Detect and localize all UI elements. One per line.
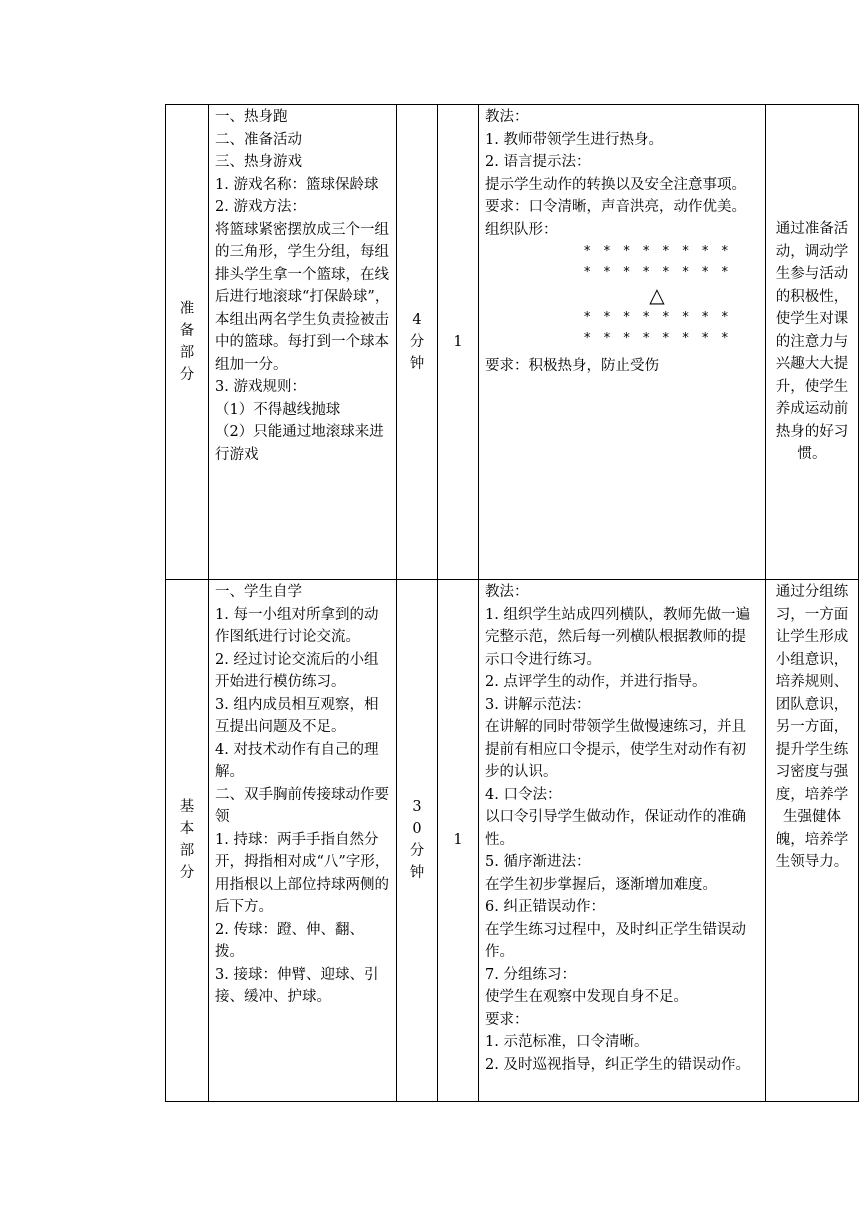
formation-student-row: * * * * * * * * [583,310,731,325]
method-line: 教法： [485,109,529,125]
method-line: 要求： [485,1011,529,1028]
purpose-cell: 通过准备活动，调动学生参与活动的积极性，使学生对课的注意力与兴趣大大提升，使学生养成运动前热身的好习惯。 [766,105,859,580]
section-label: 基本部分 [166,580,209,1102]
formation-student-row: * * * * * * * * [583,331,731,346]
table-row-warmup [166,105,859,580]
content-line: 3. 接球：伸臂、迎球、引接、缓冲、护球。 [215,966,379,1005]
method-line: 2. 语言提示法： [485,154,591,170]
method-line: 1. 示范标准，口令清晰。 [485,1034,649,1050]
content-line: 三、热身游戏 [215,154,302,170]
content-line: 一、学生自学 [215,584,302,600]
method-line: 1. 教师带领学生进行热身。 [485,131,663,148]
time-cell: 4分钟 [397,105,438,580]
method-line: 提示学生动作的转换以及安全注意事项。 [485,176,746,193]
content-cell [209,105,397,580]
content-line: （1）不得越线抛球 [215,401,341,418]
method-line: 2. 点评学生的动作，并进行指导。 [485,674,707,690]
content-line: 4. 对技术动作有自己的理解。 [215,741,379,780]
method-line: 要求：积极热身，防止受伤 [485,358,659,374]
content-line: （2）只能通过地滚球来进行游戏 [215,424,384,463]
lesson-plan-table [165,104,859,1102]
table-row-basic [166,580,859,1102]
content-cell [209,580,397,1102]
method-line: 教法： [485,584,529,600]
method-line: 7. 分组练习： [485,966,576,983]
method-line: 以口令引导学生做动作，保证动作的准确性。 [485,809,746,848]
method-line: 要求：口令清晰，声音洪亮，动作优美。 [485,199,746,215]
content-line: 1. 游戏名称：篮球保龄球 [215,176,379,193]
content-line: 2. 经过讨论交流后的小组开始进行模仿练习。 [215,651,379,690]
time-cell: 30分钟 [397,580,438,1102]
content-line: 将篮球紧密摆放成三个一组的三角形，学生分组，每组排头学生拿一个篮球，在线后进行地滚球“打保龄球”，本组出两名学生负责捡被击中的篮球。每打到一个球本组加一分。 [215,221,390,373]
method-line: 在学生初步掌握后，逐渐增加难度。 [485,876,717,893]
formation-student-row: * * * * * * * * [583,244,731,259]
teacher-triangle-icon: △ [649,283,665,307]
method-line: 2. 及时巡视指导，纠正学生的错误动作。 [485,1056,750,1073]
method-line: 组织队形： [485,221,558,238]
purpose-cell: 通过分组练习，一方面让学生形成小组意识，培养规则、团队意识，另一方面，提升学生练习密度与强度，培养学生强健体魄，培养学生领导力。 [766,580,859,1102]
content-line: 3. 游戏规则： [215,379,306,395]
count-cell: 1 [438,105,479,580]
method-line: 6. 纠正错误动作： [485,899,605,915]
method-line: 1. 组织学生站成四列横队，教师先做一遍完整示范，然后每一列横队根据教师的提示口令进行练习。 [485,606,750,668]
method-line: 4. 口令法： [485,786,562,803]
method-line: 3. 讲解示范法： [485,696,591,713]
method-cell [479,105,766,580]
content-line: 二、双手胸前传接球动作要领 [215,786,389,825]
count-cell: 1 [438,580,479,1102]
content-line: 一、热身跑 [215,109,288,125]
method-line: 使学生在观察中发现自身不足。 [485,989,688,1005]
method-line: 在学生练习过程中，及时纠正学生错误动作。 [485,921,746,960]
formation-student-row: * * * * * * * * [583,265,731,280]
content-line: 1. 每一小组对所拿到的动作图纸进行讨论交流。 [215,606,379,645]
section-label: 准备部分 [166,105,209,580]
content-line: 1. 持球：两手手指自然分开，拇指相对成“八”字形，用指根以上部位持球两侧的后下方。 [215,831,390,915]
content-line: 3. 组内成员相互观察，相互提出问题及不足。 [215,696,379,735]
content-line: 二、准备活动 [215,131,302,148]
method-line: 在讲解的同时带领学生做慢速练习，并且提前有相应口令提示，使学生对动作有初步的认识。 [485,719,746,780]
method-cell [479,580,766,1102]
content-line: 2. 游戏方法： [215,199,306,215]
content-line: 2. 传球：蹬、伸、翻、拨。 [215,921,364,960]
method-line: 5. 循序渐进法： [485,854,591,870]
